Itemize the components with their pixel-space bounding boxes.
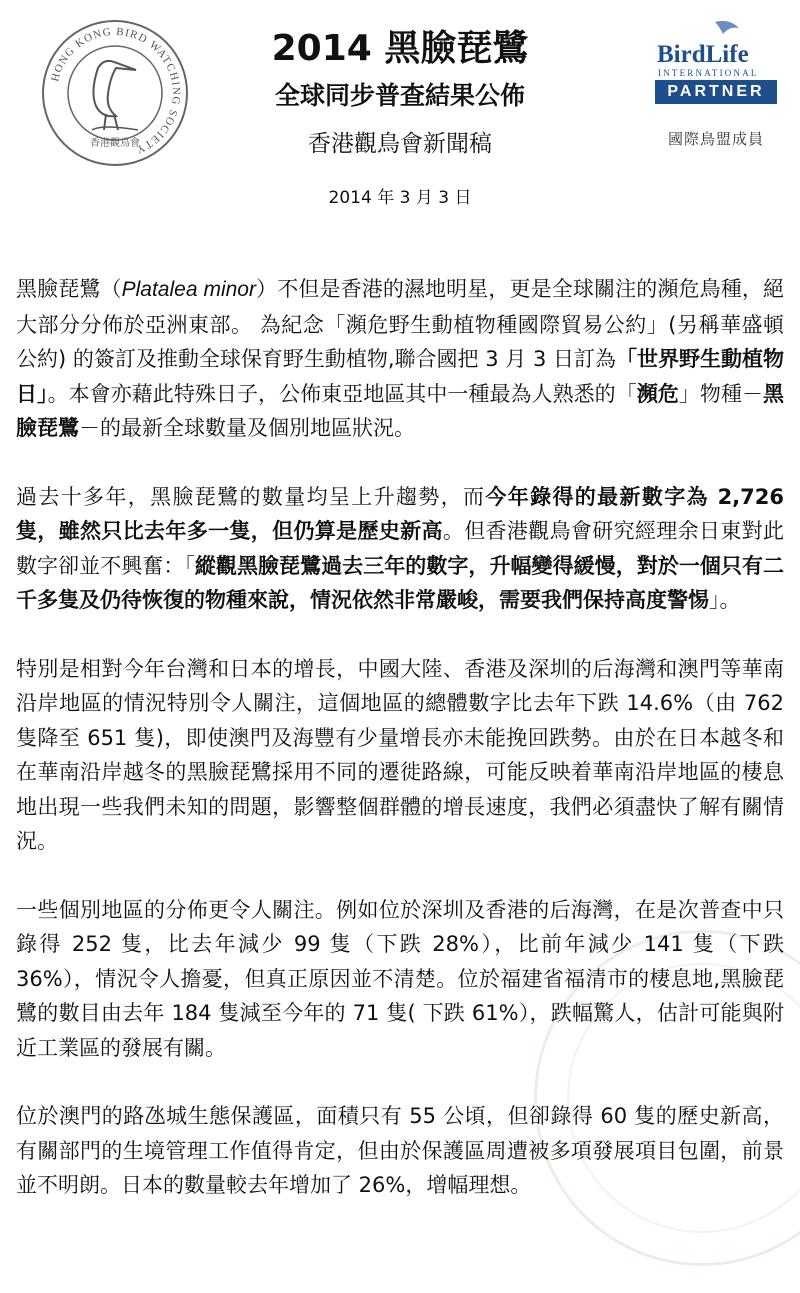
paragraph-1 — [16, 272, 784, 446]
p1-bold-world-wildlife-day: 「世界野生動植物日」 — [16, 347, 785, 406]
press-release-subtitle: 全球同步普查結果公佈 — [274, 81, 525, 110]
birdlife-partner-badge: PARTNER — [655, 80, 777, 104]
hkbws-chinese-name: 香港觀鳥會 — [90, 138, 140, 149]
paragraph-5: 位於澳門的路氹城生態保護區，面積只有 55 公頃，但卻錄得 60 隻的歷史新高，有關部門的生境管理工作值得肯定，但由於保護區周遭被多項發展項目包圍，前景並不明朗。日本的數量較去年增加了 26%，增幅理想。 — [16, 1104, 784, 1197]
p1-bold-endangered: 瀕危 — [636, 381, 679, 406]
birdlife-international: INTERNATIONAL — [658, 68, 759, 78]
press-release-title: 2014 黑臉琵鷺 — [271, 28, 529, 69]
p1-text-a: 黑臉琵鷺（ — [16, 277, 122, 301]
p2-bold-count: 今年錄得的最新數字為 2,726 隻，雖然只比去年多一隻，但仍算是歷史新高 — [16, 484, 784, 543]
press-release-label: 香港觀鳥會新聞稿 — [308, 131, 492, 157]
scientific-name: Platalea minor — [121, 278, 256, 301]
article-body — [16, 272, 784, 1237]
p1-text-e: －的最新全球數量及個別地區狀況。 — [79, 416, 415, 440]
paragraph-3: 特別是相對今年台灣和日本的增長，中國大陸、香港及深圳的后海灣和澳門等華南沿岸地區的情況特別令人關注，這個地區的總體數字比去年下跌 14.6%（由 762 隻降至 651 隻)，即使澳門及海豐有少量增長亦未能挽回跌勢。由於在日本越冬和在華南沿岸越冬的黑臉琵鷺採用不同的遷徙路線，可能反映着華南沿岸地區的棲息地出現一些我們未知的問題，影響整個群體的增長速度，我們必須盡快了解有關情況。 — [16, 656, 784, 853]
p2-bold-quote: 縱觀黑臉琵鷺過去三年的數字，升幅變得緩慢，對於一個只有二千多隻及仍待恢復的物種來說，情況依然非常嚴峻，需要我們保持高度警惕 — [16, 553, 784, 612]
p1-text-c: 。本會亦藉此特殊日子，公佈東亞地區其中一種最為人熟悉的「 — [47, 381, 637, 406]
paragraph-4: 一些個別地區的分佈更令人關注。例如位於深圳及香港的后海灣，在是次普查中只錄得 252 隻，比去年減少 99 隻（下跌 28%），比前年減少 141 隻（下跌 36%），情況令人擔憂，但真正原因並不清楚。位於福建省福清市的棲息地,黑臉琵鷺的數目由去年 184 隻減至今年的 71 隻( 下跌 61%），跌幅驚人，估計可能與附近工業區的發展有關。 — [16, 897, 784, 1060]
p2-text-a: 過去十多年，黑臉琵鷺的數量均呈上升趨勢，而 — [16, 484, 486, 509]
birdlife-name: BirdLife — [657, 41, 749, 68]
paragraph-2 — [16, 480, 784, 618]
hkbws-ring-text: HONG KONG BIRD WATCHING SOCIETY — [49, 25, 183, 156]
birdlife-member-label: 國際鳥盟成員 — [667, 130, 764, 148]
p2-text-c: 」。 — [709, 588, 741, 612]
p1-text-d: 」物種－ — [678, 381, 763, 406]
press-release-date: 2014 年 3 月 3 日 — [328, 188, 472, 208]
p2-text-b: 。但香港觀鳥會研究經理余日東對此數字卻並不興奮：「 — [16, 519, 785, 578]
p1-bold-species: 黑臉琵鷺 — [16, 381, 785, 440]
p1-text-b: ）不但是香港的濕地明星，更是全球關注的瀕危鳥種，絕大部分分佈於亞洲東部。 為紀念「瀕危野生動植物種國際貿易公約」(另稱華盛頓公約) 的簽訂及推動全球保育野生動植物,聯合國把 3 月 3 日訂為 — [16, 277, 785, 371]
